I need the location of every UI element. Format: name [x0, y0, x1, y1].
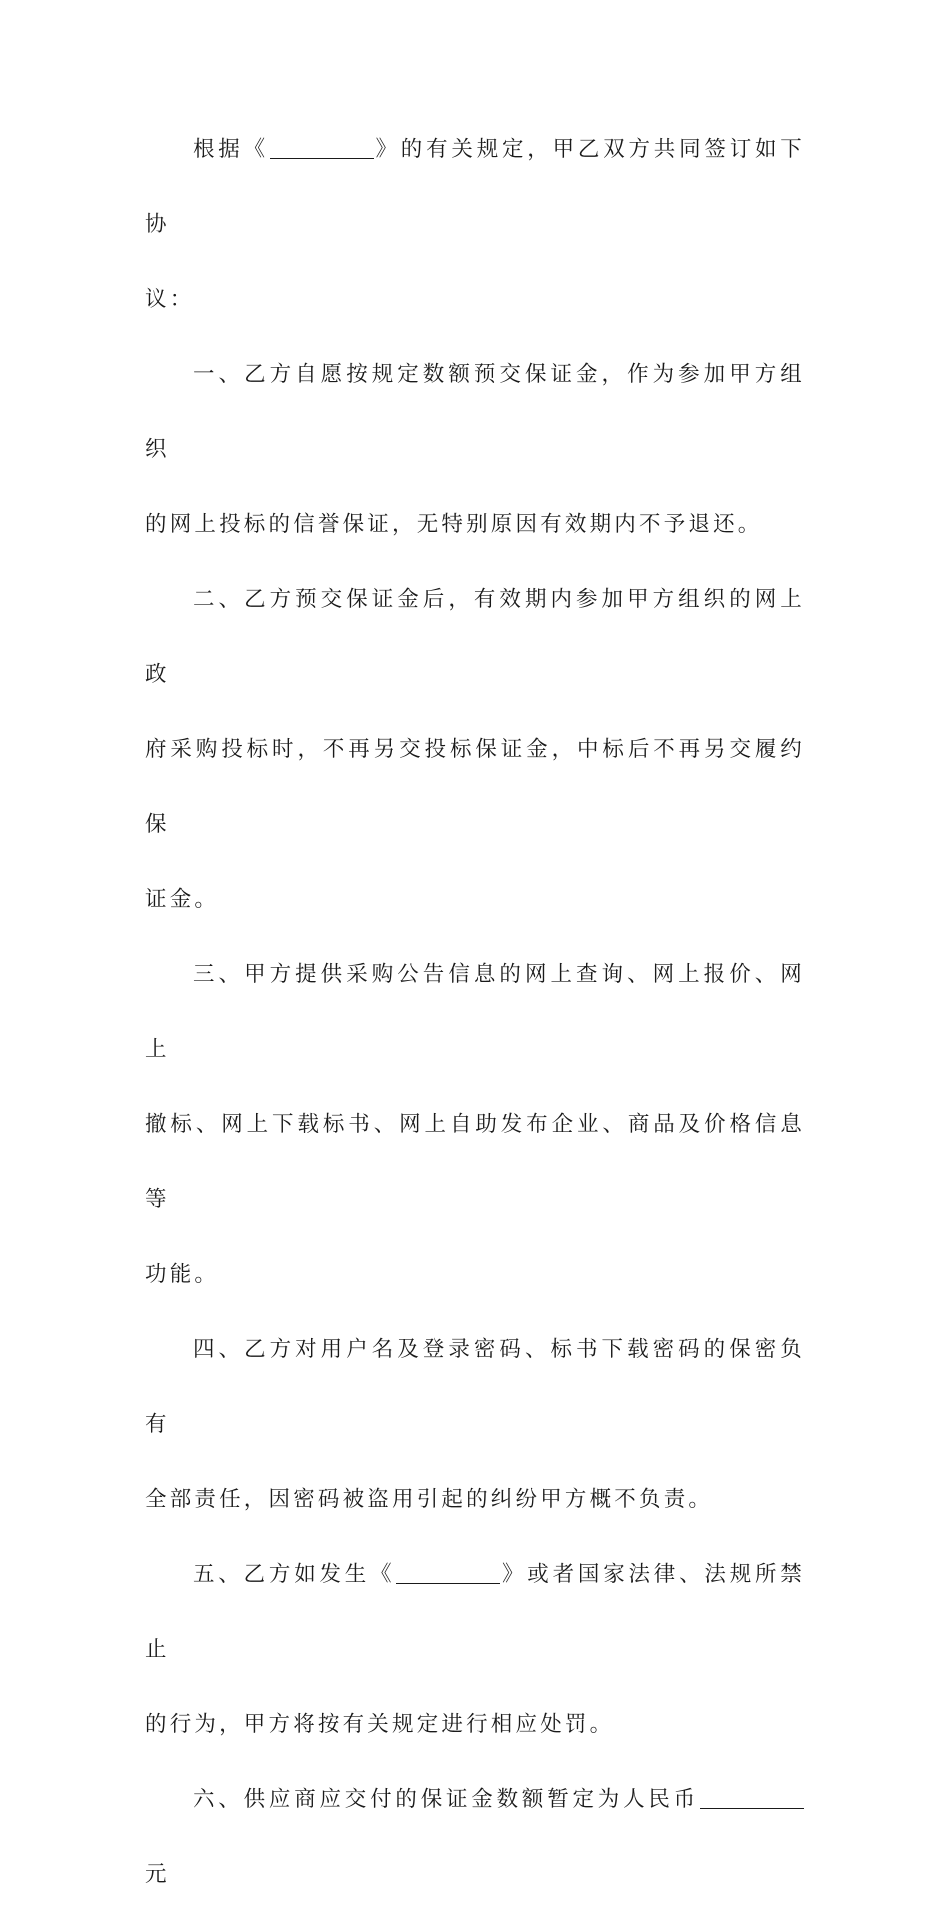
text-line [145, 337, 805, 487]
paragraph [145, 1537, 805, 1762]
text-segment: 议： [145, 287, 195, 312]
text-segment: 六、供应商应交付的保证金数额暂定为人民币 [193, 1787, 699, 1812]
text-segment: 二、乙方预交保证金后，有效期内参加甲方组织的网上政 [145, 587, 805, 687]
text-segment: 》或者国家法律、法规所禁止 [145, 1562, 805, 1662]
text-segment: 全部责任，因密码被盗用引起的纠纷甲方概不负责。 [145, 1487, 714, 1512]
text-segment: 的网上投标的信誉保证，无特别原因有效期内不予退还。 [145, 512, 763, 537]
text-segment: 根据《 [193, 137, 269, 162]
text-line [145, 862, 805, 937]
text-line [145, 1537, 805, 1687]
text-segment: 撤标、网上下载标书、网上自助发布企业、商品及价格信息等 [145, 1112, 805, 1212]
paragraph [145, 1312, 805, 1537]
text-line [145, 712, 805, 862]
text-segment: 元 [145, 1862, 170, 1887]
text-line [145, 487, 805, 562]
text-line [145, 1762, 805, 1912]
text-segment: 三、甲方提供采购公告信息的网上查询、网上报价、网上 [145, 962, 805, 1062]
fill-in-blank[interactable] [396, 1562, 500, 1585]
fill-in-blank[interactable] [700, 1787, 804, 1810]
text-line [145, 112, 805, 262]
text-segment: 的行为，甲方将按有关规定进行相应处罚。 [145, 1712, 615, 1737]
text-segment: 府采购投标时，不再另交投标保证金，中标后不再另交履约保 [145, 737, 805, 837]
fill-in-blank[interactable] [270, 137, 374, 160]
paragraph [145, 937, 805, 1312]
document-body [145, 112, 805, 1912]
text-segment: 证金。 [145, 887, 220, 912]
paragraph [145, 562, 805, 937]
text-line [145, 1087, 805, 1237]
text-line [145, 562, 805, 712]
text-line [145, 1312, 805, 1462]
text-line [145, 937, 805, 1087]
text-line [145, 262, 805, 337]
text-line [145, 1237, 805, 1312]
text-segment: 一、乙方自愿按规定数额预交保证金，作为参加甲方组织 [145, 362, 805, 462]
text-segment: 功能。 [145, 1262, 220, 1287]
text-line [145, 1462, 805, 1537]
text-segment: 四、乙方对用户名及登录密码、标书下载密码的保密负有 [145, 1337, 805, 1437]
text-segment: 》的有关规定，甲乙双方共同签订如下协 [145, 137, 805, 237]
paragraph [145, 112, 805, 337]
text-line [145, 1687, 805, 1762]
paragraph [145, 337, 805, 562]
text-segment: 五、乙方如发生《 [193, 1562, 396, 1587]
paragraph [145, 1762, 805, 1912]
